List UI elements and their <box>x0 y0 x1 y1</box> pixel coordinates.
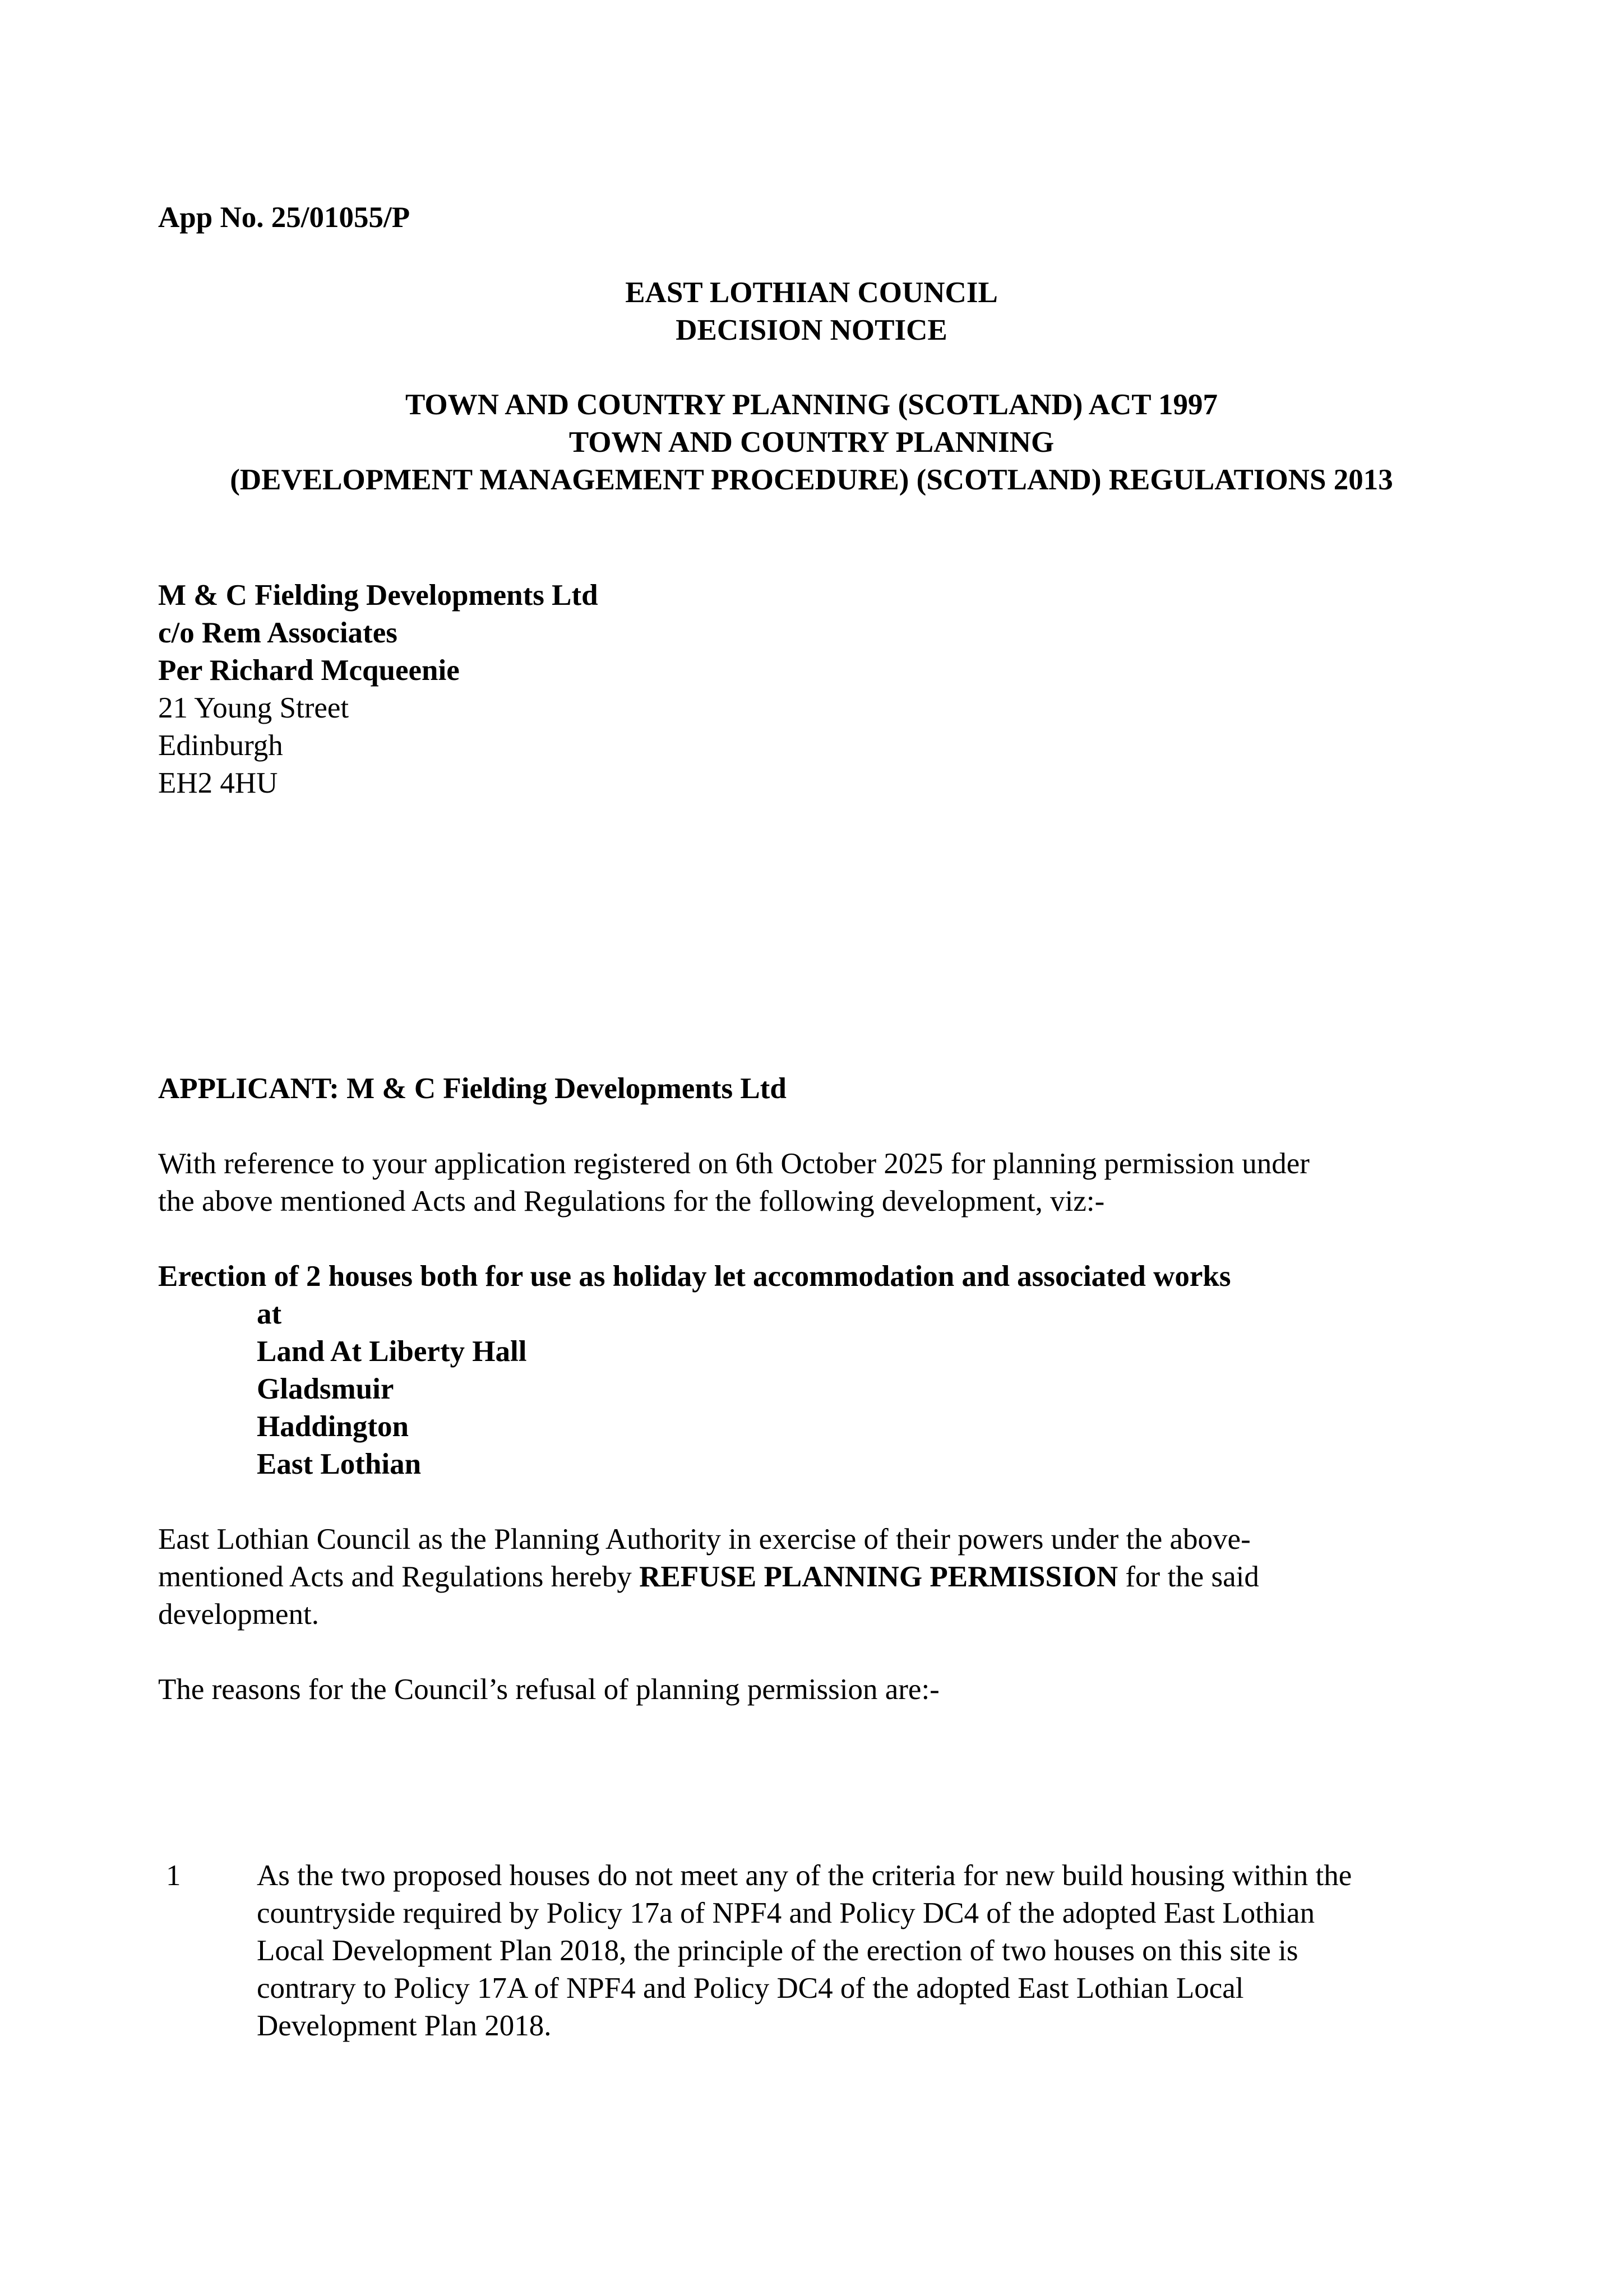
refuse-planning-permission: REFUSE PLANNING PERMISSION <box>639 1561 1118 1593</box>
addressee-city: Edinburgh <box>158 729 283 762</box>
reason-line: As the two proposed houses do not meet any of the criteria for new build housing within the <box>257 1859 1352 1892</box>
reference-line-2: the above mentioned Acts and Regulations for the following development, viz:- <box>158 1185 1105 1218</box>
reference-line-1: With reference to your application registered on 6th October 2025 for planning permission under <box>158 1147 1310 1180</box>
addressee-name: M & C Fielding Developments Ltd <box>158 579 598 612</box>
reason-line: contrary to Policy 17A of NPF4 and Policy DC4 of the adopted East Lothian Local <box>257 1972 1244 2005</box>
reason-line: Local Development Plan 2018, the principle of the erection of two houses on this site is <box>257 1934 1298 1967</box>
location-line: Land At Liberty Hall <box>257 1335 527 1368</box>
reason-number: 1 <box>166 1859 181 1892</box>
application-number: App No. 25/01055/P <box>158 201 410 234</box>
decision-line-2-start: mentioned Acts and Regulations hereby <box>158 1561 640 1593</box>
decision-line-1: East Lothian Council as the Planning Authority in exercise of their powers under the above- <box>158 1523 1251 1556</box>
location-line: Gladsmuir <box>257 1373 394 1405</box>
act-title-line-2: TOWN AND COUNTRY PLANNING <box>568 426 1055 459</box>
addressee-postcode: EH2 4HU <box>158 767 278 799</box>
reasons-intro: The reasons for the Council’s refusal of planning permission are:- <box>158 1673 940 1706</box>
decision-line-3: development. <box>158 1598 319 1631</box>
act-title-line-1: TOWN AND COUNTRY PLANNING (SCOTLAND) ACT 1997 <box>405 388 1218 421</box>
reason-line: countryside required by Policy 17a of NPF4 and Policy DC4 of the adopted East Lothian <box>257 1897 1315 1929</box>
addressee-care-of: c/o Rem Associates <box>158 617 397 649</box>
development-at: at <box>257 1298 282 1330</box>
council-name: EAST LOTHIAN COUNCIL <box>625 276 998 309</box>
applicant-label: APPLICANT: M & C Fielding Developments Ltd <box>158 1072 787 1105</box>
act-title-line-3: (DEVELOPMENT MANAGEMENT PROCEDURE) (SCOTLAND) REGULATIONS 2013 <box>230 464 1393 496</box>
notice-type: DECISION NOTICE <box>676 314 947 346</box>
decision-line-2-end: for the said <box>1118 1561 1259 1593</box>
decision-line-2 <box>158 1558 1259 1596</box>
location-line: East Lothian <box>257 1448 422 1480</box>
addressee-street: 21 Young Street <box>158 692 349 724</box>
addressee-per: Per Richard Mcqueenie <box>158 654 460 687</box>
development-description: Erection of 2 houses both for use as holiday let accommodation and associated works <box>158 1260 1231 1293</box>
reason-line: Development Plan 2018. <box>257 2010 552 2042</box>
location-line: Haddington <box>257 1410 409 1443</box>
